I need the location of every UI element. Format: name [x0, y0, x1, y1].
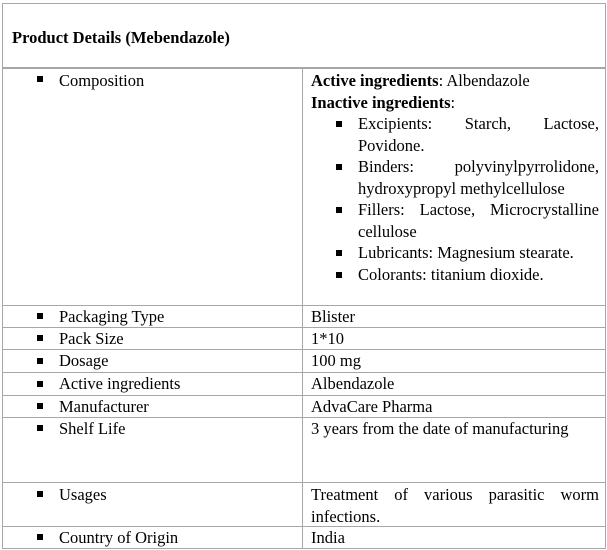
- row-label: Manufacturer: [59, 397, 149, 416]
- table-title-row: [3, 4, 605, 68]
- row-value: India: [311, 528, 345, 547]
- row-label-cell: [3, 396, 303, 417]
- row-value-cell: [303, 527, 605, 548]
- bullet-icon: [37, 491, 43, 497]
- list-item: Fillers: Lactose, Microcrystalline cellulose: [311, 199, 599, 242]
- table-row: [3, 327, 605, 349]
- table-title: Product Details (Mebendazole): [12, 28, 230, 47]
- bullet-icon: [336, 164, 342, 170]
- row-label: Shelf Life: [59, 419, 126, 438]
- bullet-icon: [336, 250, 342, 256]
- row-value-cell: [303, 373, 605, 395]
- row-label-cell: [3, 483, 303, 526]
- bullet-icon: [37, 534, 43, 540]
- inactive-colon: :: [450, 92, 456, 112]
- list-item: Lubricants: Magnesium stearate.: [311, 242, 599, 264]
- active-heading: Active ingredients: [311, 71, 439, 90]
- table-row: [3, 482, 605, 526]
- row-label: Usages: [59, 485, 107, 504]
- row-label-cell: [3, 418, 303, 482]
- row-label: Country of Origin: [59, 528, 179, 547]
- inactive-ingredients-line: [311, 92, 599, 114]
- row-label-cell: [3, 328, 303, 349]
- row-label-cell: [3, 306, 303, 327]
- row-label-cell: [3, 350, 303, 372]
- row-value-cell: [303, 306, 605, 327]
- row-value: 1*10: [311, 329, 344, 348]
- bullet-icon: [37, 335, 43, 341]
- bullet-icon: [37, 403, 43, 409]
- inactive-heading: Inactive ingredients: [311, 92, 451, 112]
- row-value: 100 mg: [311, 351, 361, 370]
- table-row: [3, 305, 605, 327]
- table-row: [3, 417, 605, 482]
- row-value-cell: [303, 69, 605, 305]
- row-label: Packaging Type: [59, 307, 165, 326]
- bullet-icon: [37, 381, 43, 387]
- bullet-icon: [336, 121, 342, 127]
- table-row: [3, 526, 605, 548]
- table-row: [3, 395, 605, 417]
- bullet-icon: [37, 358, 43, 364]
- row-value-cell: [303, 396, 605, 417]
- row-label: Active ingredients: [59, 374, 181, 393]
- row-value: AdvaCare Pharma: [311, 397, 433, 416]
- row-value: Blister: [311, 307, 355, 326]
- row-label-cell: [3, 69, 303, 305]
- row-value: Albendazole: [311, 374, 395, 393]
- row-label-cell: [3, 527, 303, 548]
- bullet-icon: [37, 425, 43, 431]
- table-row-composition: [3, 68, 605, 305]
- row-value-cell: [303, 418, 605, 482]
- bullet-icon: [336, 272, 342, 278]
- list-item: Colorants: titanium dioxide.: [311, 264, 599, 286]
- bullet-icon: [37, 313, 43, 319]
- row-label: Dosage: [59, 351, 109, 370]
- inactive-ingredients-list: [311, 113, 599, 285]
- composition-details: [311, 69, 599, 285]
- list-item: Excipients: Starch, Lactose, Povidone.: [311, 113, 599, 156]
- bullet-icon: [336, 207, 342, 213]
- row-value-cell: [303, 483, 605, 526]
- active-ingredients-line: [311, 70, 599, 92]
- row-value: Treatment of various parasitic worm infections.: [311, 485, 599, 526]
- row-label: Pack Size: [59, 329, 124, 348]
- bullet-icon: [37, 76, 43, 82]
- list-item: Binders: polyvinylpyrrolidone, hydroxypropyl methylcellulose: [311, 156, 599, 199]
- product-details-table: [2, 3, 606, 549]
- table-row: [3, 349, 605, 372]
- row-value-cell: [303, 350, 605, 372]
- row-label-cell: [3, 373, 303, 395]
- table-row: [3, 372, 605, 395]
- active-value: : Albendazole: [438, 71, 530, 90]
- row-value: 3 years from the date of manufacturing: [311, 419, 569, 438]
- row-label: Composition: [59, 71, 145, 90]
- row-value-cell: [303, 328, 605, 349]
